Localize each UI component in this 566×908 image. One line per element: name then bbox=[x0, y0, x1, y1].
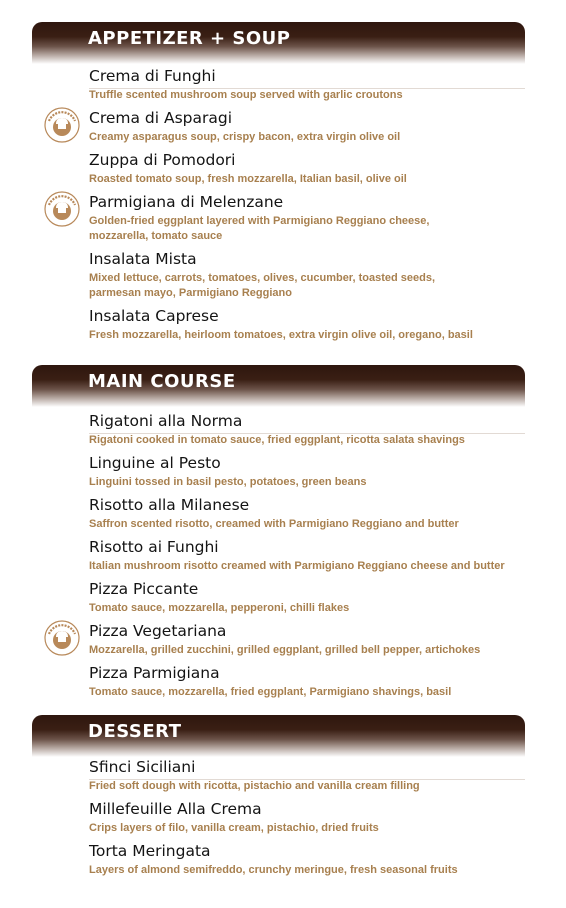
menu-item-name: Parmigiana di Melenzane bbox=[89, 193, 284, 211]
menu-item-description: Fried soft dough with ricotta, pistachio and vanilla cream filling bbox=[89, 780, 420, 792]
menu-item-name: Millefeuille Alla Crema bbox=[89, 800, 262, 818]
signature-dish-icon bbox=[44, 107, 80, 143]
menu-item-description: Truffle scented mushroom soup served with garlic croutons bbox=[89, 89, 403, 101]
menu-item-description: Tomato sauce, mozzarella, fried eggplant, Parmigiano shavings, basil bbox=[89, 686, 452, 698]
menu-item-name: Risotto ai Funghi bbox=[89, 538, 219, 556]
menu-item-description: Golden-fried eggplant layered with Parmigiano Reggiano cheese, mozzarella, tomato sauce bbox=[89, 215, 430, 242]
menu-item-name: Linguine al Pesto bbox=[89, 454, 221, 472]
menu-item-description: Tomato sauce, mozzarella, pepperoni, chilli flakes bbox=[89, 602, 350, 614]
menu-item-name: Insalata Caprese bbox=[89, 307, 219, 325]
section-title: DESSERT bbox=[88, 721, 182, 742]
menu-item-name: Crema di Funghi bbox=[89, 67, 216, 85]
section-dessert bbox=[32, 715, 525, 757]
section-appetizer-soup bbox=[32, 22, 525, 64]
section-title: APPETIZER + SOUP bbox=[88, 28, 291, 49]
menu-item-description: Layers of almond semifreddo, crunchy meringue, fresh seasonal fruits bbox=[89, 864, 458, 876]
menu-item-name: Rigatoni alla Norma bbox=[89, 412, 243, 430]
signature-dish-icon bbox=[44, 620, 80, 656]
menu-item-description: Fresh mozzarella, heirloom tomatoes, extra virgin olive oil, oregano, basil bbox=[89, 329, 473, 341]
menu-item-name: Zuppa di Pomodori bbox=[89, 151, 236, 169]
menu-item-description: Creamy asparagus soup, crispy bacon, extra virgin olive oil bbox=[89, 131, 401, 143]
menu-item-name: Crema di Asparagi bbox=[89, 109, 233, 127]
menu-item-description: Italian mushroom risotto creamed with Parmigiano Reggiano cheese and butter bbox=[89, 560, 505, 572]
section-banner bbox=[32, 365, 525, 407]
menu-item-description: Linguini tossed in basil pesto, potatoes, green beans bbox=[89, 476, 367, 488]
section-banner bbox=[32, 715, 525, 757]
section-title: MAIN COURSE bbox=[88, 371, 236, 392]
menu-item-description: Roasted tomato soup, fresh mozzarella, Italian basil, olive oil bbox=[89, 173, 407, 185]
section-main-course bbox=[32, 365, 525, 407]
menu-item-description: Mozzarella, grilled zucchini, grilled eggplant, grilled bell pepper, artichokes bbox=[89, 644, 481, 656]
signature-dish-icon bbox=[44, 191, 80, 227]
menu-item-name: Pizza Parmigiana bbox=[89, 664, 220, 682]
menu-item-description: Crips layers of filo, vanilla cream, pistachio, dried fruits bbox=[89, 822, 379, 834]
section-banner bbox=[32, 22, 525, 64]
menu-item-name: Torta Meringata bbox=[89, 842, 211, 860]
menu-item-name: Risotto alla Milanese bbox=[89, 496, 250, 514]
menu-item-name: Pizza Vegetariana bbox=[89, 622, 227, 640]
menu-item-description: Rigatoni cooked in tomato sauce, fried eggplant, ricotta salata shavings bbox=[89, 434, 465, 446]
menu-item-description: Saffron scented risotto, creamed with Parmigiano Reggiano and butter bbox=[89, 518, 459, 530]
menu-item-name: Pizza Piccante bbox=[89, 580, 199, 598]
menu-item-name: Insalata Mista bbox=[89, 250, 197, 268]
menu-item-name: Sfinci Siciliani bbox=[89, 758, 196, 776]
menu-item-description: Mixed lettuce, carrots, tomatoes, olives, cucumber, toasted seeds, parmesan mayo, Parmigiano Reggiano bbox=[89, 272, 436, 299]
